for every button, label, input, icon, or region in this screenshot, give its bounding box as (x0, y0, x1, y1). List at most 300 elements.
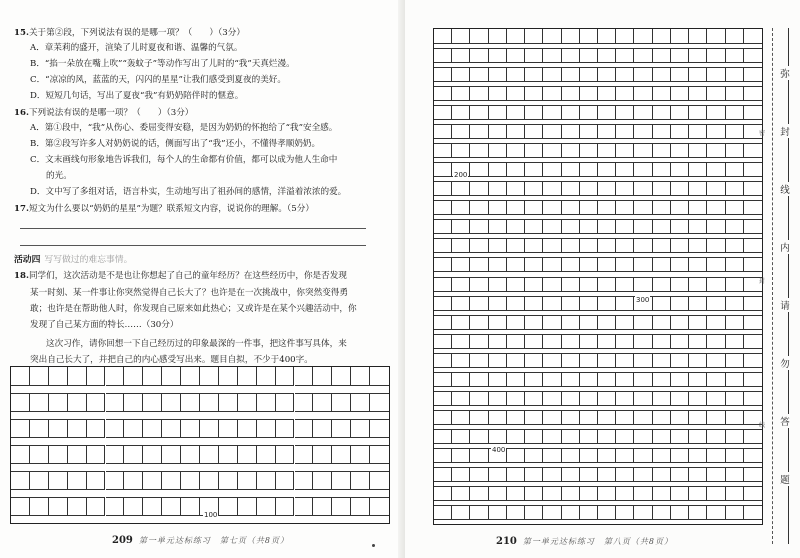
grid-cell[interactable] (634, 48, 652, 63)
grid-cell[interactable] (181, 419, 200, 438)
grid-cell[interactable] (489, 296, 507, 311)
grid-cell[interactable] (295, 497, 314, 516)
grid-cell[interactable] (219, 367, 238, 386)
grid-cell[interactable] (452, 29, 470, 44)
grid-cell[interactable] (525, 105, 543, 120)
grid-cell[interactable] (653, 372, 671, 387)
grid-cell[interactable] (470, 162, 488, 177)
grid-cell[interactable] (653, 429, 671, 444)
grid-cell[interactable] (332, 393, 351, 412)
grid-cell[interactable] (689, 143, 707, 158)
grid-cell[interactable] (219, 419, 238, 438)
grid-cell[interactable] (744, 315, 762, 330)
grid-cell[interactable] (689, 238, 707, 253)
grid-cell[interactable] (68, 497, 87, 516)
grid-cell[interactable] (295, 445, 314, 464)
grid-cell[interactable] (30, 445, 49, 464)
grid-cell[interactable] (580, 219, 598, 234)
grid-cell[interactable] (434, 277, 452, 292)
grid-cell[interactable] (452, 486, 470, 501)
grid-cell[interactable] (689, 29, 707, 44)
grid-cell[interactable] (434, 334, 452, 349)
grid-cell[interactable] (470, 467, 488, 482)
grid-cell[interactable] (671, 238, 689, 253)
grid-cell[interactable] (295, 471, 314, 490)
grid-cell[interactable] (238, 497, 257, 516)
grid-cell[interactable] (726, 219, 744, 234)
grid-cell[interactable] (434, 429, 452, 444)
grid-cell[interactable] (543, 467, 561, 482)
grid-cell[interactable] (671, 486, 689, 501)
grid-cell[interactable] (616, 429, 634, 444)
grid-cell[interactable] (434, 353, 452, 368)
grid-cell[interactable] (434, 105, 452, 120)
grid-cell[interactable] (616, 219, 634, 234)
grid-cell[interactable] (543, 143, 561, 158)
grid-cell[interactable] (543, 296, 561, 311)
grid-cell[interactable] (616, 200, 634, 215)
grid-cell[interactable] (507, 505, 525, 520)
grid-cell[interactable] (507, 105, 525, 120)
grid-cell[interactable] (452, 105, 470, 120)
grid-cell[interactable] (707, 391, 725, 406)
grid-cell[interactable] (562, 257, 580, 272)
grid-cell[interactable] (276, 419, 295, 438)
grid-cell[interactable] (689, 391, 707, 406)
grid-cell[interactable] (124, 471, 143, 490)
grid-cell[interactable] (744, 86, 762, 101)
grid-cell[interactable] (634, 467, 652, 482)
grid-cell[interactable] (744, 372, 762, 387)
grid-cell[interactable] (276, 393, 295, 412)
grid-cell[interactable] (689, 372, 707, 387)
grid-cell[interactable] (87, 419, 106, 438)
grid-cell[interactable] (562, 391, 580, 406)
grid-cell[interactable] (434, 48, 452, 63)
grid-cell[interactable] (580, 257, 598, 272)
grid-cell[interactable] (689, 486, 707, 501)
grid-cell[interactable] (525, 219, 543, 234)
grid-cell[interactable] (562, 448, 580, 463)
grid-cell[interactable] (634, 162, 652, 177)
grid-cell[interactable] (525, 277, 543, 292)
grid-cell[interactable] (744, 486, 762, 501)
grid-cell[interactable] (452, 48, 470, 63)
grid-cell[interactable] (580, 200, 598, 215)
grid-cell[interactable] (580, 124, 598, 139)
grid-cell[interactable] (489, 181, 507, 196)
grid-cell[interactable] (276, 445, 295, 464)
grid-cell[interactable] (452, 219, 470, 234)
grid-cell[interactable] (707, 181, 725, 196)
grid-cell[interactable] (470, 391, 488, 406)
grid-cell[interactable] (489, 277, 507, 292)
grid-cell[interactable] (525, 448, 543, 463)
grid-cell[interactable] (470, 505, 488, 520)
grid-cell[interactable] (707, 505, 725, 520)
grid-cell[interactable] (143, 445, 162, 464)
grid-cell[interactable] (452, 86, 470, 101)
grid-cell[interactable] (580, 48, 598, 63)
grid-cell[interactable] (87, 367, 106, 386)
grid-cell[interactable] (726, 143, 744, 158)
grid-cell[interactable] (671, 86, 689, 101)
grid-cell[interactable] (434, 315, 452, 330)
grid-cell[interactable] (598, 162, 616, 177)
grid-cell[interactable] (507, 334, 525, 349)
grid-cell[interactable] (434, 296, 452, 311)
grid-cell[interactable] (489, 219, 507, 234)
grid-cell[interactable] (313, 471, 332, 490)
grid-cell[interactable] (726, 181, 744, 196)
grid-cell[interactable] (143, 497, 162, 516)
grid-cell[interactable] (30, 367, 49, 386)
grid-cell[interactable] (707, 238, 725, 253)
grid-cell[interactable] (726, 29, 744, 44)
grid-cell[interactable] (452, 143, 470, 158)
grid-cell[interactable] (470, 410, 488, 425)
grid-cell[interactable] (671, 181, 689, 196)
answer-line[interactable] (20, 228, 366, 229)
grid-cell[interactable] (671, 410, 689, 425)
grid-cell[interactable] (598, 105, 616, 120)
grid-cell[interactable] (434, 486, 452, 501)
grid-cell[interactable] (634, 505, 652, 520)
grid-cell[interactable] (370, 471, 389, 490)
grid-cell[interactable] (143, 419, 162, 438)
grid-cell[interactable] (616, 277, 634, 292)
grid-cell[interactable] (525, 353, 543, 368)
grid-cell[interactable] (562, 219, 580, 234)
grid-cell[interactable] (351, 367, 370, 386)
grid-cell[interactable] (370, 445, 389, 464)
grid-cell[interactable] (124, 367, 143, 386)
grid-cell[interactable] (562, 410, 580, 425)
grid-cell[interactable] (49, 419, 68, 438)
grid-cell[interactable] (470, 48, 488, 63)
grid-cell[interactable] (580, 238, 598, 253)
grid-cell[interactable] (689, 200, 707, 215)
grid-cell[interactable] (653, 162, 671, 177)
grid-cell[interactable] (707, 429, 725, 444)
grid-cell[interactable] (452, 315, 470, 330)
grid-cell[interactable] (525, 29, 543, 44)
grid-cell[interactable] (507, 67, 525, 82)
grid-cell[interactable] (707, 105, 725, 120)
grid-cell[interactable] (489, 257, 507, 272)
grid-cell[interactable] (616, 410, 634, 425)
grid-cell[interactable] (580, 486, 598, 501)
grid-cell[interactable] (87, 497, 106, 516)
grid-cell[interactable] (162, 393, 181, 412)
grid-cell[interactable] (219, 393, 238, 412)
grid-cell[interactable] (434, 372, 452, 387)
grid-cell[interactable] (562, 124, 580, 139)
grid-cell[interactable] (106, 471, 125, 490)
grid-cell[interactable] (580, 448, 598, 463)
grid-cell[interactable] (562, 486, 580, 501)
grid-cell[interactable] (707, 67, 725, 82)
grid-cell[interactable] (162, 445, 181, 464)
grid-cell[interactable] (525, 86, 543, 101)
grid-cell[interactable] (671, 505, 689, 520)
grid-cell[interactable] (181, 471, 200, 490)
grid-cell[interactable] (68, 471, 87, 490)
grid-cell[interactable] (671, 105, 689, 120)
grid-cell[interactable] (200, 419, 219, 438)
grid-cell[interactable] (580, 296, 598, 311)
grid-cell[interactable] (507, 391, 525, 406)
grid-cell[interactable] (434, 86, 452, 101)
grid-cell[interactable] (434, 505, 452, 520)
grid-cell[interactable] (598, 372, 616, 387)
grid-cell[interactable] (525, 181, 543, 196)
grid-cell[interactable] (653, 105, 671, 120)
grid-cell[interactable] (351, 497, 370, 516)
grid-cell[interactable] (726, 124, 744, 139)
writing-grid-right[interactable] (433, 28, 766, 525)
grid-cell[interactable] (689, 219, 707, 234)
grid-cell[interactable] (634, 200, 652, 215)
grid-cell[interactable] (598, 67, 616, 82)
grid-cell[interactable] (434, 391, 452, 406)
grid-cell[interactable] (489, 315, 507, 330)
grid-cell[interactable] (543, 238, 561, 253)
grid-cell[interactable] (434, 257, 452, 272)
grid-cell[interactable] (671, 67, 689, 82)
grid-cell[interactable] (707, 277, 725, 292)
grid-cell[interactable] (689, 505, 707, 520)
grid-cell[interactable] (689, 257, 707, 272)
grid-cell[interactable] (653, 238, 671, 253)
grid-cell[interactable] (744, 29, 762, 44)
grid-cell[interactable] (543, 505, 561, 520)
grid-cell[interactable] (653, 219, 671, 234)
grid-cell[interactable] (726, 238, 744, 253)
grid-cell[interactable] (689, 162, 707, 177)
grid-cell[interactable] (616, 143, 634, 158)
grid-cell[interactable] (452, 334, 470, 349)
grid-cell[interactable] (689, 67, 707, 82)
grid-cell[interactable] (489, 410, 507, 425)
grid-cell[interactable] (634, 410, 652, 425)
grid-cell[interactable] (219, 497, 238, 516)
grid-cell[interactable] (726, 429, 744, 444)
grid-cell[interactable] (598, 277, 616, 292)
grid-cell[interactable] (653, 448, 671, 463)
grid-cell[interactable] (200, 471, 219, 490)
grid-cell[interactable] (634, 143, 652, 158)
grid-cell[interactable] (634, 277, 652, 292)
grid-cell[interactable] (525, 296, 543, 311)
grid-cell[interactable] (634, 238, 652, 253)
grid-cell[interactable] (653, 467, 671, 482)
grid-cell[interactable] (434, 467, 452, 482)
grid-cell[interactable] (313, 497, 332, 516)
grid-cell[interactable] (525, 410, 543, 425)
grid-cell[interactable] (351, 393, 370, 412)
grid-cell[interactable] (507, 277, 525, 292)
grid-cell[interactable] (634, 372, 652, 387)
grid-cell[interactable] (653, 67, 671, 82)
grid-cell[interactable] (744, 429, 762, 444)
grid-cell[interactable] (543, 372, 561, 387)
grid-cell[interactable] (562, 162, 580, 177)
grid-cell[interactable] (726, 334, 744, 349)
grid-cell[interactable] (313, 445, 332, 464)
grid-cell[interactable] (562, 143, 580, 158)
grid-cell[interactable] (744, 257, 762, 272)
grid-cell[interactable] (143, 471, 162, 490)
grid-cell[interactable] (238, 393, 257, 412)
grid-cell[interactable] (489, 67, 507, 82)
grid-cell[interactable] (452, 124, 470, 139)
grid-cell[interactable] (671, 219, 689, 234)
grid-cell[interactable] (562, 181, 580, 196)
grid-cell[interactable] (689, 334, 707, 349)
grid-cell[interactable] (744, 181, 762, 196)
grid-cell[interactable] (689, 86, 707, 101)
grid-cell[interactable] (49, 393, 68, 412)
grid-cell[interactable] (470, 124, 488, 139)
grid-cell[interactable] (598, 505, 616, 520)
grid-cell[interactable] (543, 219, 561, 234)
grid-cell[interactable] (580, 105, 598, 120)
grid-cell[interactable] (470, 219, 488, 234)
grid-cell[interactable] (689, 448, 707, 463)
grid-cell[interactable] (525, 505, 543, 520)
grid-cell[interactable] (507, 124, 525, 139)
grid-cell[interactable] (525, 467, 543, 482)
grid-cell[interactable] (124, 497, 143, 516)
grid-cell[interactable] (470, 257, 488, 272)
grid-cell[interactable] (181, 393, 200, 412)
grid-cell[interactable] (562, 429, 580, 444)
grid-cell[interactable] (726, 315, 744, 330)
grid-cell[interactable] (707, 143, 725, 158)
grid-cell[interactable] (257, 445, 276, 464)
grid-cell[interactable] (744, 353, 762, 368)
grid-cell[interactable] (616, 238, 634, 253)
grid-cell[interactable] (162, 471, 181, 490)
grid-cell[interactable] (653, 353, 671, 368)
grid-cell[interactable] (507, 181, 525, 196)
grid-cell[interactable] (616, 257, 634, 272)
grid-cell[interactable] (671, 429, 689, 444)
grid-cell[interactable] (489, 86, 507, 101)
grid-cell[interactable] (543, 353, 561, 368)
grid-cell[interactable] (562, 353, 580, 368)
grid-cell[interactable] (370, 367, 389, 386)
grid-cell[interactable] (489, 372, 507, 387)
grid-cell[interactable] (434, 410, 452, 425)
grid-cell[interactable] (598, 315, 616, 330)
grid-cell[interactable] (707, 410, 725, 425)
grid-cell[interactable] (543, 277, 561, 292)
grid-cell[interactable] (598, 238, 616, 253)
grid-cell[interactable] (580, 372, 598, 387)
grid-cell[interactable] (452, 448, 470, 463)
grid-cell[interactable] (87, 393, 106, 412)
grid-cell[interactable] (616, 296, 634, 311)
grid-cell[interactable] (707, 200, 725, 215)
grid-cell[interactable] (744, 296, 762, 311)
grid-cell[interactable] (562, 238, 580, 253)
grid-cell[interactable] (726, 200, 744, 215)
grid-cell[interactable] (671, 200, 689, 215)
grid-cell[interactable] (689, 353, 707, 368)
grid-cell[interactable] (470, 181, 488, 196)
grid-cell[interactable] (525, 257, 543, 272)
grid-cell[interactable] (598, 296, 616, 311)
grid-cell[interactable] (11, 419, 30, 438)
grid-cell[interactable] (434, 200, 452, 215)
grid-cell[interactable] (653, 86, 671, 101)
grid-cell[interactable] (689, 181, 707, 196)
grid-cell[interactable] (598, 391, 616, 406)
grid-cell[interactable] (470, 277, 488, 292)
grid-cell[interactable] (470, 448, 488, 463)
grid-cell[interactable] (744, 67, 762, 82)
grid-cell[interactable] (507, 162, 525, 177)
grid-cell[interactable] (351, 471, 370, 490)
grid-cell[interactable] (489, 238, 507, 253)
grid-cell[interactable] (580, 86, 598, 101)
grid-cell[interactable] (452, 353, 470, 368)
grid-cell[interactable] (580, 353, 598, 368)
grid-cell[interactable] (671, 124, 689, 139)
grid-cell[interactable] (653, 410, 671, 425)
grid-cell[interactable] (452, 391, 470, 406)
grid-cell[interactable] (562, 296, 580, 311)
grid-cell[interactable] (671, 143, 689, 158)
grid-cell[interactable] (562, 29, 580, 44)
grid-cell[interactable] (671, 353, 689, 368)
grid-cell[interactable] (744, 219, 762, 234)
grid-cell[interactable] (616, 105, 634, 120)
grid-cell[interactable] (489, 162, 507, 177)
grid-cell[interactable] (11, 393, 30, 412)
grid-cell[interactable] (30, 393, 49, 412)
grid-cell[interactable] (525, 334, 543, 349)
grid-cell[interactable] (525, 391, 543, 406)
grid-cell[interactable] (707, 486, 725, 501)
grid-cell[interactable] (489, 353, 507, 368)
grid-cell[interactable] (562, 86, 580, 101)
grid-cell[interactable] (580, 505, 598, 520)
grid-cell[interactable] (143, 393, 162, 412)
grid-cell[interactable] (507, 143, 525, 158)
grid-cell[interactable] (634, 67, 652, 82)
grid-cell[interactable] (707, 257, 725, 272)
grid-cell[interactable] (452, 67, 470, 82)
grid-cell[interactable] (434, 67, 452, 82)
grid-cell[interactable] (489, 467, 507, 482)
grid-cell[interactable] (726, 162, 744, 177)
grid-cell[interactable] (598, 200, 616, 215)
grid-cell[interactable] (434, 448, 452, 463)
grid-cell[interactable] (507, 296, 525, 311)
grid-cell[interactable] (124, 419, 143, 438)
grid-cell[interactable] (580, 315, 598, 330)
grid-cell[interactable] (106, 367, 125, 386)
grid-cell[interactable] (726, 391, 744, 406)
grid-cell[interactable] (598, 448, 616, 463)
grid-cell[interactable] (671, 372, 689, 387)
grid-cell[interactable] (562, 315, 580, 330)
grid-cell[interactable] (49, 497, 68, 516)
grid-cell[interactable] (707, 353, 725, 368)
